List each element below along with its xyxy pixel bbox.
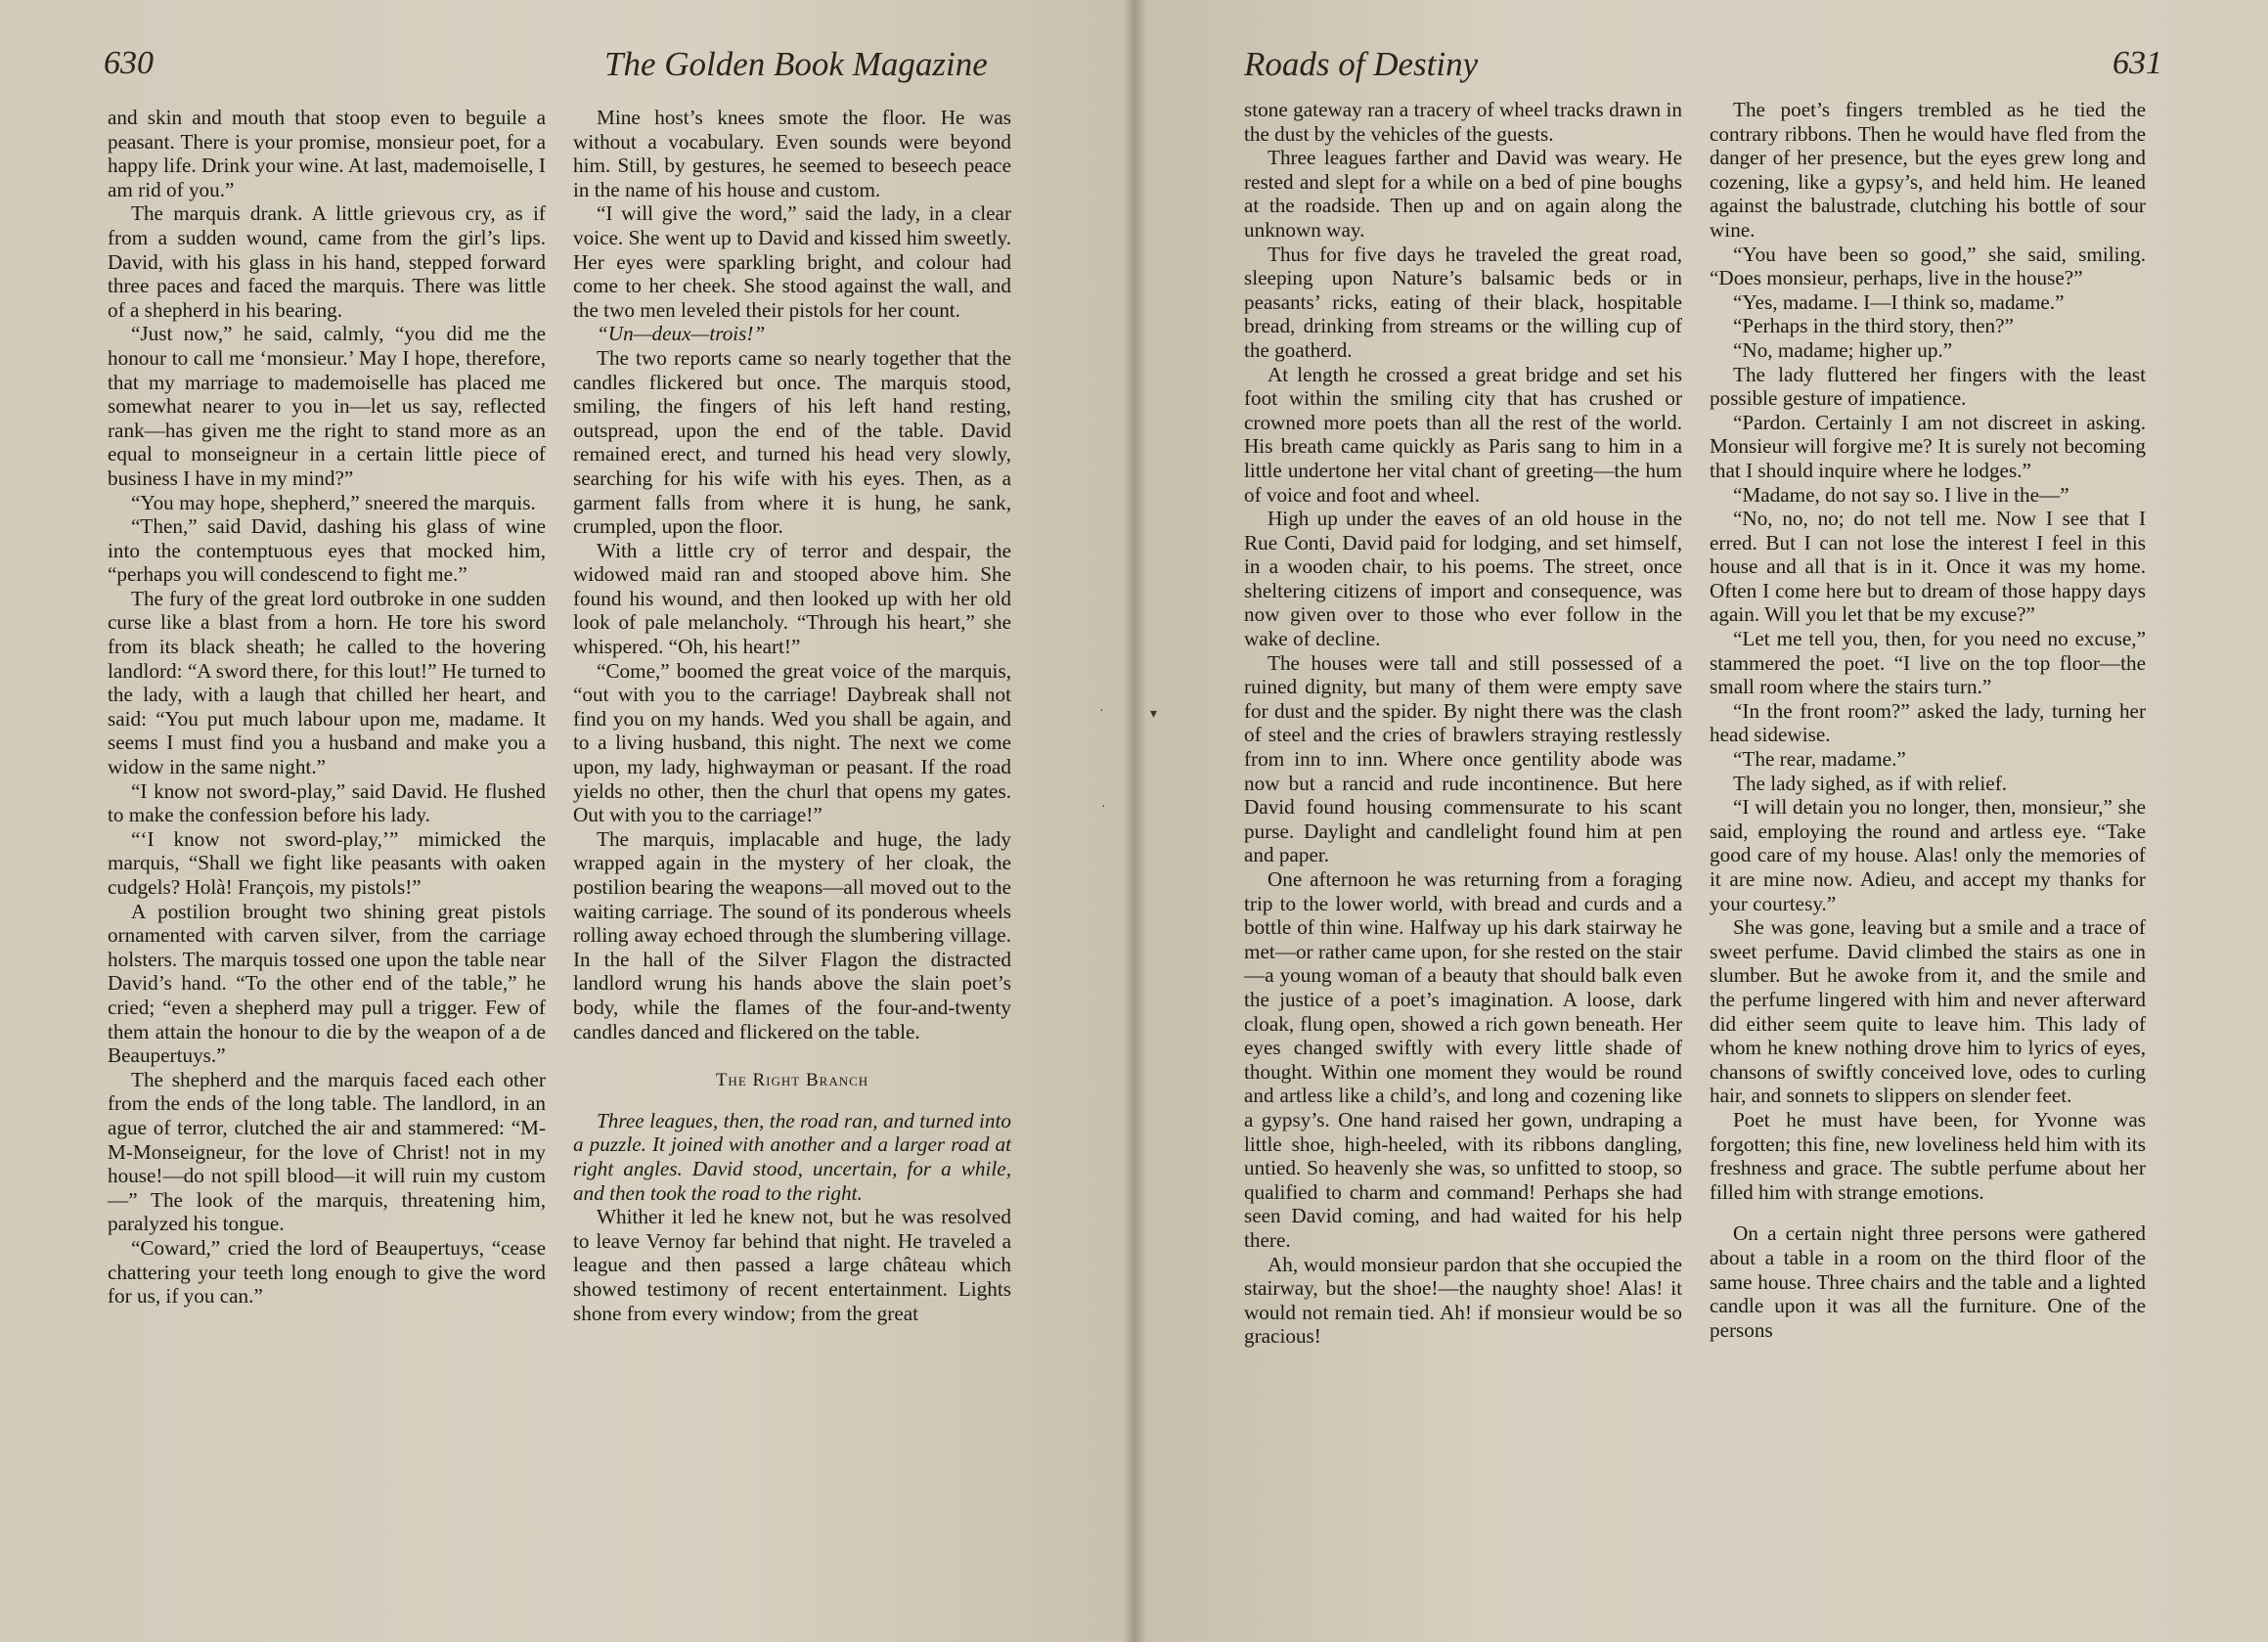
- paragraph: “Yes, madame. I—I think so, madame.”: [1733, 289, 2065, 314]
- print-mark: ▾: [1150, 707, 1158, 722]
- paragraph: “Coward,” cried the lord of Beaupertuys, “cease chattering your teeth long enough to give the word for us, if you can.”: [108, 1235, 546, 1309]
- section-heading: The Right Branch: [715, 1070, 869, 1091]
- paragraph: The houses were tall and still possessed of a ruined dignity, but many of them were empty save for dust and the spider. By night there was the clash of steel and the cries of brawlers straying restlessly from inn to inn. Where once gentility abode was now but a rancid and rude incontinence. But here David found housing commensurate to his scant purse. Daylight and candlelight found him at pen and paper.: [1244, 650, 1682, 867]
- right-folio: 631: [2112, 45, 2162, 81]
- book-gutter: [1123, 0, 1146, 1642]
- paragraph: Thus for five days he traveled the great road, sleeping upon Nature’s balsamic beds or in peasants’ ricks, eating of their black, hospitable bread, drinking from streams or the willing cup of the goatherd.: [1244, 242, 1682, 362]
- left-running-head: The Golden Book Magazine: [604, 45, 988, 83]
- print-mark: ·: [1099, 704, 1104, 719]
- paragraph: “Then,” said David, dashing his glass of wine into the contemptuous eyes that mocked him, “perhaps you will condescend to fight me.”: [108, 514, 546, 587]
- paragraph: “I will give the word,” said the lady, in a clear voice. She went up to David and kissed him sweetly. Her eyes were sparkling bright, and colour had come to her cheek. She stood against the wall, and the two men leveled their pistols for her count.: [573, 201, 1011, 322]
- paragraph: “Let me tell you, then, for you need no excuse,” stammered the poet. “I live on the top floor—the small room where the stairs turn.”: [1710, 627, 2146, 699]
- paragraph: “I will detain you no longer, then, monsieur,” she said, employing the round and artless eye. “Take good care of my house. Alas! only the memories of it are mine now. Adieu, and accept my thanks for your courtesy.”: [1710, 795, 2146, 915]
- paragraph: “Come,” boomed the great voice of the marquis, “out with you to the carriage! Daybreak shall not find you on my hands. Wed you shall be again, and to a living husband, this night. The next we come upon, my lady, highwayman or peasant. If the road yields no other, then the churl that opens my gates. Out with you to the carriage!”: [573, 658, 1011, 827]
- paragraph: and skin and mouth that stoop even to beguile a peasant. There is your promise, monsieur poet, for a happy life. Drink your wine. At last, mademoiselle, I am rid of you.”: [108, 106, 546, 201]
- paragraph: The shepherd and the marquis faced each other from the ends of the long table. The landlord, in an ague of terror, clutched the air and stammered: “M-M-Monseigneur, for the love of Christ! not in my house!—do not spill blood—it will ruin my custom—” The look of the marquis, threatening him, paralyzed his tongue.: [108, 1067, 546, 1236]
- paragraph: A postilion brought two shining great pistols ornamented with carven silver, from the carriage holsters. The marquis tossed one upon the table near David’s hand. “To the other end of the table,” he cried; “even a shepherd may pull a trigger. Few of them attain the honour to die by the weapon of a de Beaupertuys.”: [108, 899, 546, 1068]
- paragraph: Three leagues farther and David was weary. He rested and slept for a while on a bed of pine boughs at the roadside. Then up and on again along the unknown way.: [1244, 146, 1682, 242]
- paragraph: High up under the eaves of an old house in the Rue Conti, David paid for lodging, and set himself, in a wooden chair, to his poems. The street, once sheltering citizens of import and consequence, was now given over to those who ever follow in the wake of decline.: [1244, 507, 1682, 651]
- paragraph: The poet’s fingers trembled as he tied the contrary ribbons. Then he would have fled from the danger of her presence, but the eyes grew long and cozening, like a gypsy’s, and held him. He leaned against the balustrade, clutching his bottle of sour wine.: [1710, 98, 2146, 242]
- paragraph: Poet he must have been, for Yvonne was forgotten; this fine, new loveliness held him with its freshness and grace. The subtle perfume about her filled him with strange emotions.: [1710, 1107, 2146, 1204]
- right-column-2: [1710, 98, 2146, 1342]
- paragraph: “Madame, do not say so. I live in the—”: [1733, 482, 2069, 507]
- paragraph: One afternoon he was returning from a foraging trip to the lower world, with bread and curds and a bottle of thin wine. Halfway up his dark stairway he met—or rather came upon, for she rested on the stair—a young woman of a beauty that should balk even the justice of a poet’s imagination. A loose, dark cloak, flung open, showed a rich gown beneath. Her eyes changed swiftly with every little shade of thought. Within one moment they would be round and artless like a child’s, and long and cozening like a gypsy’s. One hand raised her gown, undraping a little shoe, high-heeled, with its ribbons dangling, untied. So heavenly she was, so unfitted to stoop, so qualified to charm and command! Perhaps she had seen David coming, and had waited for his help there.: [1244, 867, 1682, 1252]
- paragraph: “In the front room?” asked the lady, turning her head sidewise.: [1710, 698, 2146, 747]
- left-column-2: [573, 106, 1011, 1325]
- paragraph: “‘I know not sword-play,’” mimicked the marquis, “Shall we fight like peasants with oaken cudgels? Holà! François, my pistols!”: [108, 826, 546, 899]
- paragraph: “Un—deux—trois!”: [597, 322, 766, 346]
- print-mark: ·: [1101, 800, 1106, 815]
- right-page: [1134, 0, 2268, 1642]
- paragraph: Ah, would monsieur pardon that she occupied the stairway, but the shoe!—the naughty shoe! Alas! it would not remain tied. Ah! if monsieur would be so gracious!: [1244, 1252, 1682, 1349]
- paragraph: She was gone, leaving but a smile and a trace of sweet perfume. David climbed the stairs as one in slumber. But he awoke from it, and the smile and the perfume lingered with him and never afterward did either seem quite to leave him. This lady of whom he knew nothing drove him to lyrics of eyes, chansons of swiftly conceived love, odes to curling hair, and sonnets to slippers on slender feet.: [1710, 915, 2146, 1108]
- paragraph: “I know not sword-play,” said David. He flushed to make the confession before his lady.: [108, 778, 546, 827]
- paragraph: The lady fluttered her fingers with the least possible gesture of impatience.: [1710, 362, 2146, 411]
- paragraph: “No, no, no; do not tell me. Now I see that I erred. But I can not lose the interest I feel in this house and all that is in it. Once it was my home. Often I come here but to dream of those happy days again. Will you let that be my excuse?”: [1710, 507, 2146, 627]
- paragraph: The marquis drank. A little grievous cry, as if from a sudden wound, came from the girl’s lips. David, with his glass in his hand, stepped forward three paces and faced the marquis. There was little of a shepherd in his bearing.: [108, 201, 546, 322]
- right-column-1: [1244, 98, 1682, 1349]
- paragraph: “Perhaps in the third story, then?”: [1733, 314, 2014, 338]
- paragraph: “Pardon. Certainly I am not discreet in asking. Monsieur will forgive me? It is surely not becoming that I should inquire where he lodges.”: [1710, 410, 2146, 482]
- paragraph: stone gateway ran a tracery of wheel tracks drawn in the dust by the vehicles of the guests.: [1244, 98, 1682, 146]
- left-column-1: [108, 106, 546, 1309]
- paragraph: “You may hope, shepherd,” sneered the marquis.: [131, 490, 536, 514]
- paragraph: On a certain night three persons were gathered about a table in a room on the third floor of the same house. Three chairs and the table and a lighted candle upon it was all the furniture. One of the persons: [1710, 1221, 2146, 1342]
- paragraph: With a little cry of terror and despair, the widowed maid ran and stooped above him. She found his wound, and then looked up with her old look of pale melancholy. “Through his heart,” she whispered. “Oh, his heart!”: [573, 538, 1011, 659]
- section-break: [1710, 1204, 2146, 1221]
- paragraph: Whither it led he knew not, but he was resolved to leave Vernoy far behind that night. He traveled a league and then passed a large château which showed testimony of recent entertainment. Lights shone from every window; from the great: [573, 1205, 1011, 1325]
- paragraph: “You have been so good,” she said, smiling. “Does monsieur, perhaps, live in the house?”: [1710, 242, 2146, 290]
- paragraph: “The rear, madame.”: [1733, 747, 1906, 772]
- paragraph: The marquis, implacable and huge, the lady wrapped again in the mystery of her cloak, the postilion bearing the weapons—all moved out to the waiting carriage. The sound of its ponderous wheels rolling away echoed through the slumbering village. In the hall of the Silver Flagon the distracted landlord wrung his hands above the slain poet’s body, while the flames of the four-and-twenty candles danced and flickered on the table.: [573, 826, 1011, 1043]
- paragraph: The lady sighed, as if with relief.: [1733, 771, 2008, 795]
- paragraph: Mine host’s knees smote the floor. He was without a vocabulary. Even sounds were beyond him. Still, by gestures, he seemed to beseech peace in the name of his house and custom.: [573, 106, 1011, 201]
- paragraph: “No, madame; higher up.”: [1733, 337, 1953, 362]
- section-intro: Three leagues, then, the road ran, and turned into a puzzle. It joined with another and a larger road at right angles. David stood, uncertain, for a while, and then took the road to the right.: [573, 1108, 1011, 1205]
- paragraph: The two reports came so nearly together that the candles flickered but once. The marquis stood, smiling, the fingers of his left hand resting, outspread, upon the end of the table. David remained erect, and turned his head very slowly, searching for his wife with his eyes. Then, as a garment falls from where it is hung, he sank, crumpled, upon the floor.: [573, 345, 1011, 539]
- paragraph: The fury of the great lord outbroke in one sudden curse like a blast from a horn. He tore his sword from its black sheath; he called to the hovering landlord: “A sword there, for this lout!” He turned to the lady, with a laugh that chilled her heart, and said: “You put much labour upon me, madame. It seems I must find you a husband and make you a widow in the same night.”: [108, 586, 546, 779]
- paragraph: At length he crossed a great bridge and set his foot within the smiling city that has crushed or crowned more poets than all the rest of the world. His breath came quickly as Paris sang to him in a little undertone her vital chant of greeting—the hum of voice and foot and wheel.: [1244, 362, 1682, 507]
- paragraph: “Just now,” he said, calmly, “you did me the honour to call me ‘monsieur.’ May I hope, therefore, that my marriage to mademoiselle has placed me somewhat nearer to you in—let us say, reflected rank—has given me the right to stand more as an equal to monseigneur in a certain little piece of business I have in my mind?”: [108, 322, 546, 490]
- right-running-head: Roads of Destiny: [1244, 45, 1479, 83]
- left-folio: 630: [104, 45, 154, 81]
